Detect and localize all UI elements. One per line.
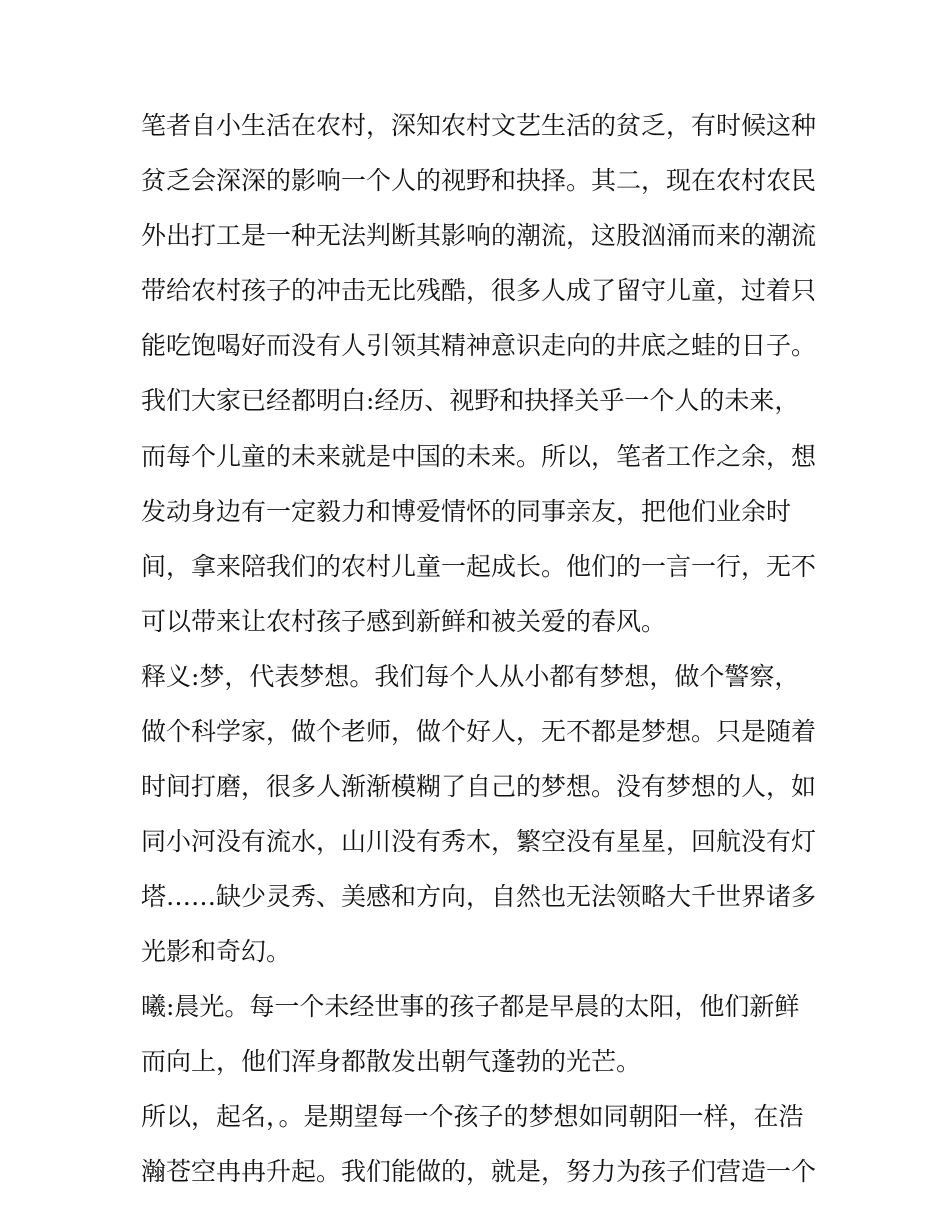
text-line: 可以带来让农村孩子感到新鲜和被关爱的春风。 <box>141 607 667 636</box>
text-line: 而向上，他们浑身都散发出朝气蓬勃的光芒。 <box>141 1047 642 1076</box>
text-line: 瀚苍空冉冉升起。我们能做的，就是，努力为孩子们营造一个 <box>141 1157 817 1186</box>
text-line: 所以，起名，。是期望每一个孩子的梦想如同朝阳一样，在浩 <box>141 1102 804 1131</box>
text-line: 曦:晨光。每一个未经世事的孩子都是早晨的太阳，他们新鲜 <box>141 992 800 1021</box>
text-line: 带给农村孩子的冲击无比残酷，很多人成了留守儿童，过着只 <box>141 276 817 305</box>
text-line: 发动身边有一定毅力和博爱情怀的同事亲友，把他们业余时 <box>141 497 792 526</box>
text-line: 间，拿来陪我们的农村儿童一起成长。他们的一言一行，无不 <box>141 552 817 581</box>
text-line: 光影和奇幻。 <box>141 937 292 966</box>
text-line: 外出打工是一种无法判断其影响的潮流，这股汹涌而来的潮流 <box>141 221 817 250</box>
text-line: 做个科学家，做个老师，做个好人，无不都是梦想。只是随着 <box>141 717 817 746</box>
text-line: 塔……缺少灵秀、美感和方向，自然也无法领略大千世界诸多 <box>141 882 817 911</box>
text-line: 能吃饱喝好而没有人引领其精神意识走向的井底之蛙的日子。 <box>141 331 817 360</box>
text-line: 我们大家已经都明白:经历、视野和抉择关乎一个人的未来， <box>141 386 800 415</box>
text-line: 笔者自小生活在农村，深知农村文艺生活的贫乏，有时候这种 <box>141 111 817 140</box>
text-line: 同小河没有流水，山川没有秀木，繁空没有星星，回航没有灯 <box>141 827 817 856</box>
text-line: 而每个儿童的未来就是中国的未来。所以，笔者工作之余，想 <box>141 442 817 471</box>
text-line: 贫乏会深深的影响一个人的视野和抉择。其二，现在农村农民 <box>141 166 817 195</box>
text-line: 时间打磨，很多人渐渐模糊了自己的梦想。没有梦想的人，如 <box>141 772 817 801</box>
text-line: 释义:梦，代表梦想。我们每个人从小都有梦想，做个警察， <box>141 662 800 691</box>
